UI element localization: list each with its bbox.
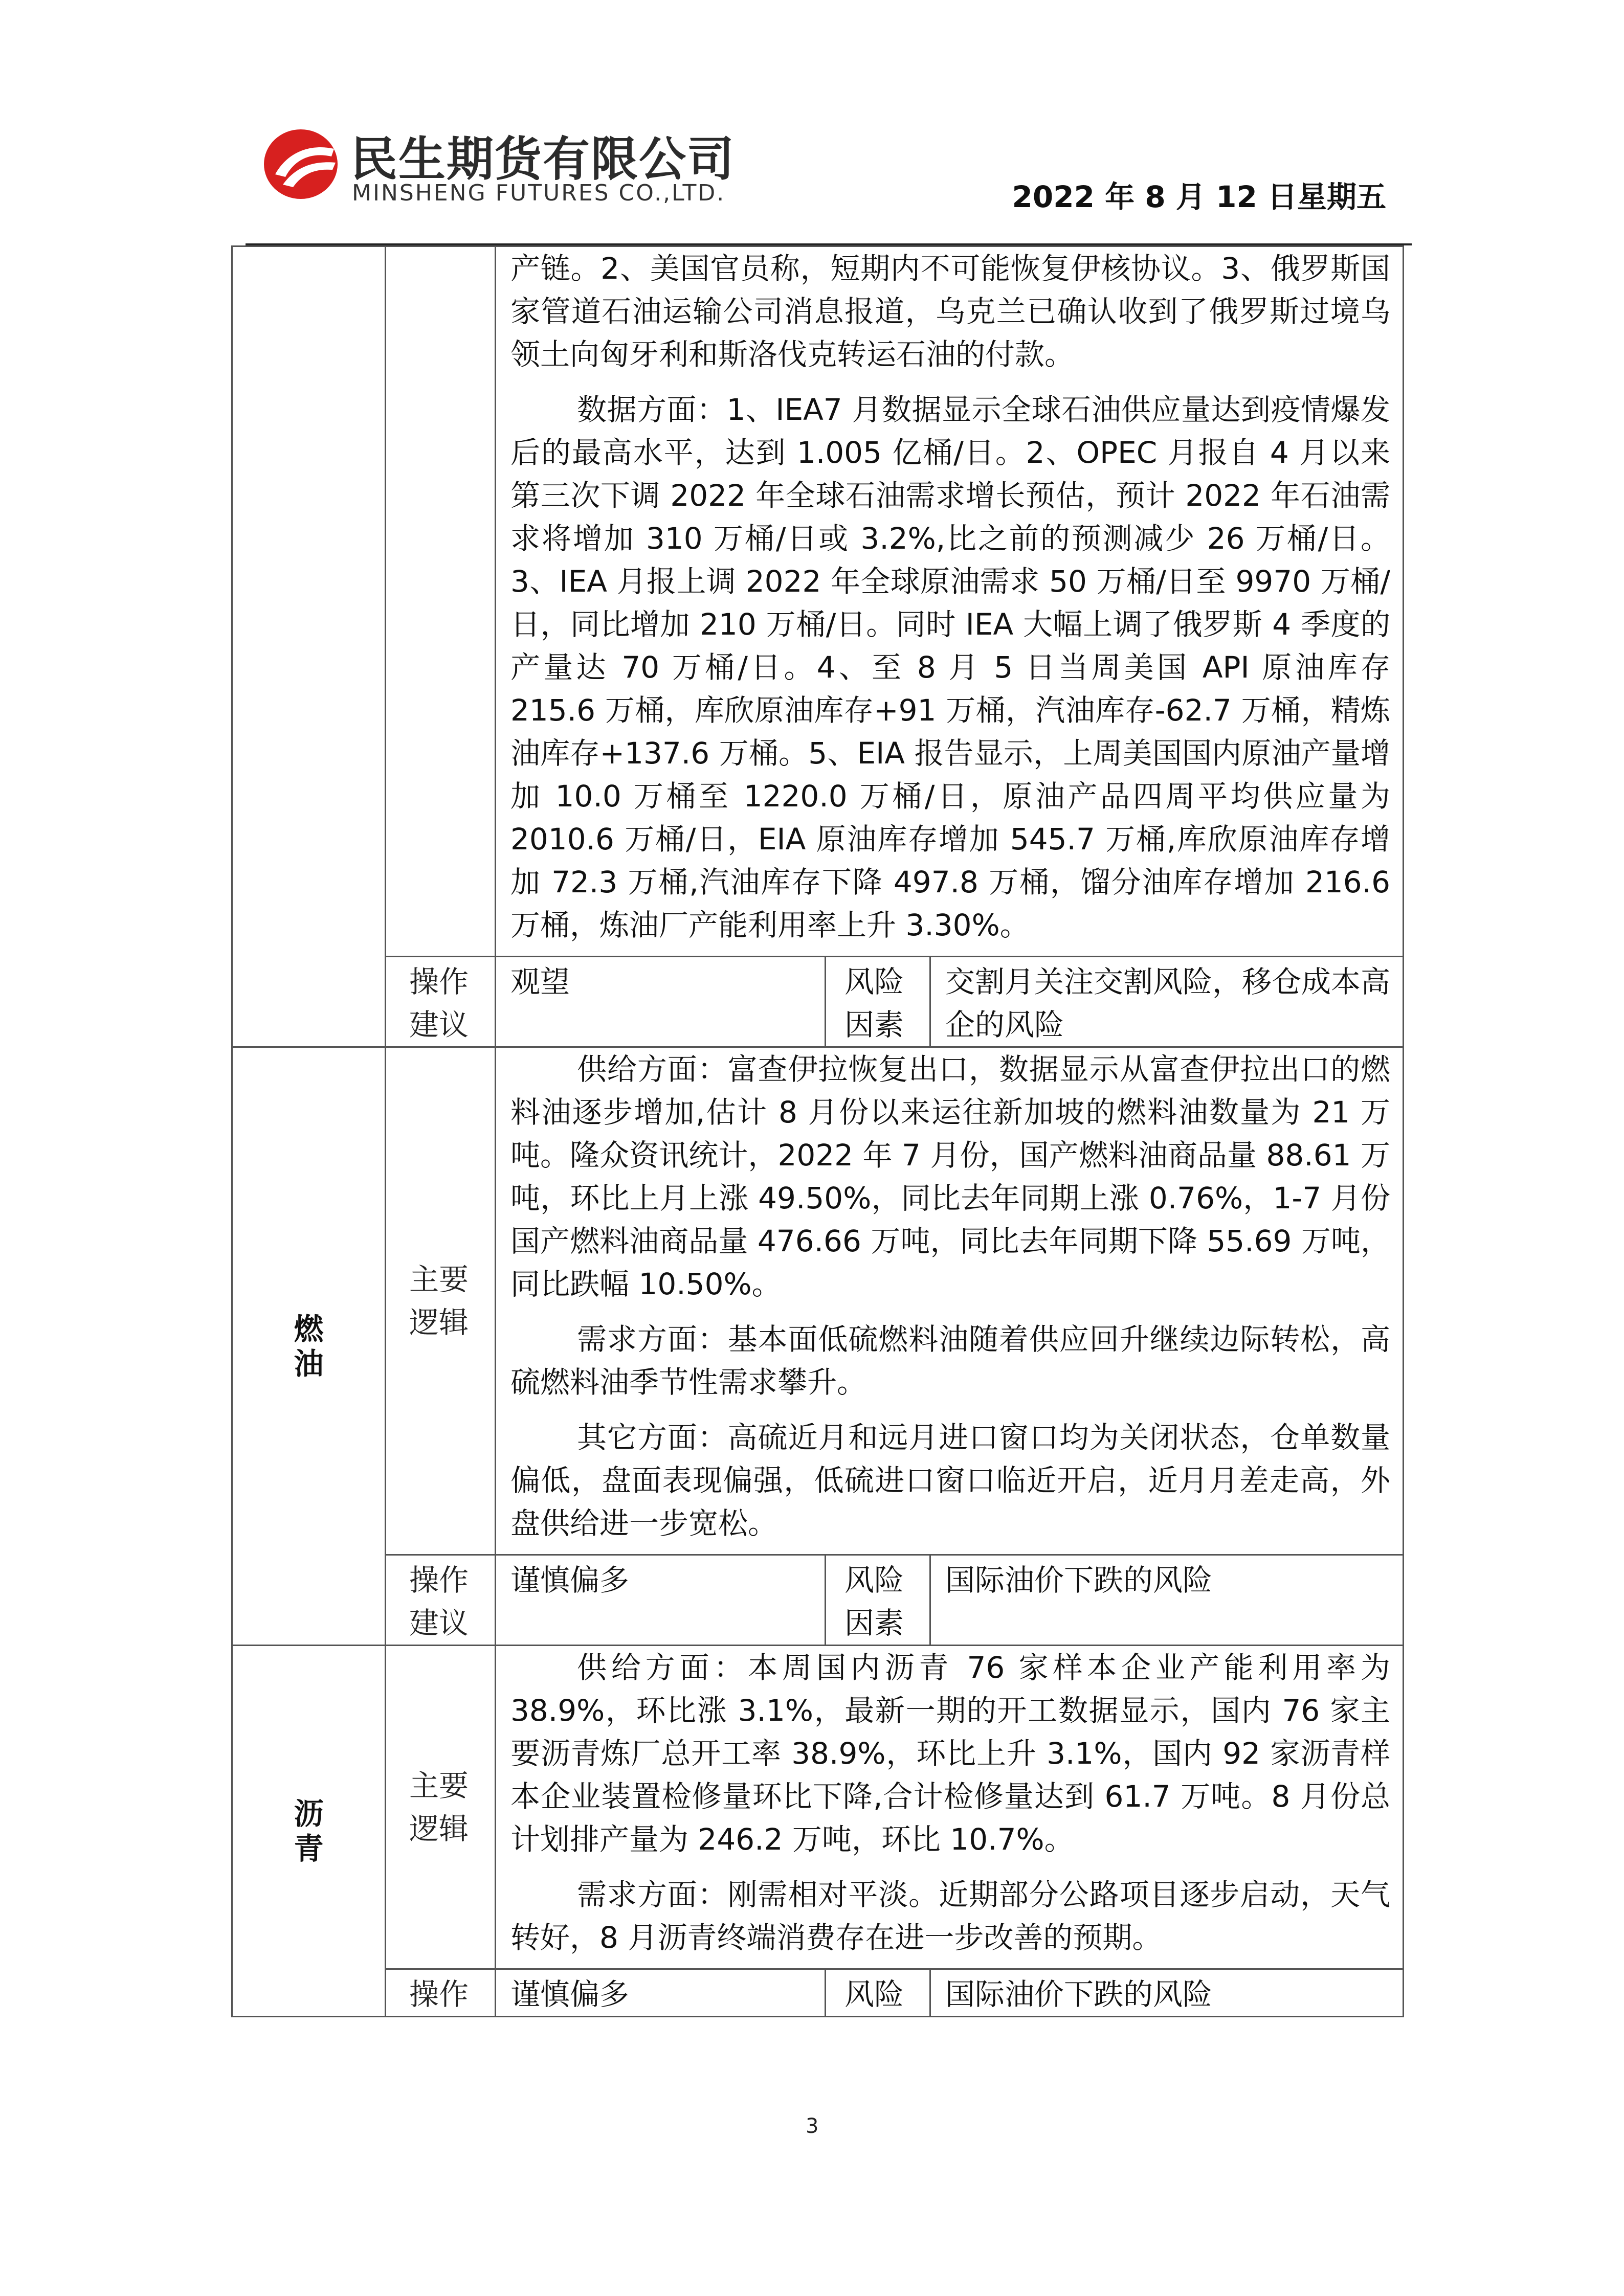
page-header <box>246 107 1412 245</box>
asphalt-advice-label: 操作 <box>386 1969 496 2017</box>
fuel-logic-content <box>496 1047 1404 1555</box>
fuel-supply-paragraph: 供给方面：富查伊拉恢复出口，数据显示从富查伊拉出口的燃料油逐步增加,估计 8 月份以来运往新加坡的燃料油数量为 21 万吨。隆众资讯统计，2022 年 7 月份，国产燃料油商品量 88.61 万吨，环比上月上涨 49.50%，同比去年同期上涨 0.76%，1-7 月份国产燃料油商品量 476.66 万吨，同比去年同期下降 55.69 万吨，同比跌幅 10.50%。 <box>510 1052 1391 1301</box>
crude-logic-row <box>232 246 1404 957</box>
fuel-risk-value: 国际油价下跌的风险 <box>930 1555 1404 1646</box>
fuel-advice-value: 谨慎偏多 <box>496 1555 826 1646</box>
fuel-other-paragraph: 其它方面：高硫近月和远月进口窗口均为关闭状态，仓单数量偏低，盘面表现偏强，低硫进口窗口临近开启，近月月差走高，外盘供给进一步宽松。 <box>510 1420 1391 1541</box>
asphalt-category-cell <box>232 1646 386 2017</box>
company-name-en: MINSHENG FUTURES CO.,LTD. <box>352 180 726 206</box>
asphalt-logic-row <box>232 1646 1404 1969</box>
company-name-cn: 民生期货有限公司 <box>350 132 736 187</box>
crude-data-paragraph: 数据方面：1、IEA7 月数据显示全球石油供应量达到疫情爆发后的最高水平，达到 1.005 亿桶/日。2、OPEC 月报自 4 月以来第三次下调 2022 年全球石油需求增长预估，预计 2022 年石油需求将增加 310 万桶/日或 3.2%,比之前的预测减少 26 万桶/日。3、IEA 月报上调 2022 年全球原油需求 50 万桶/日至 9970 万桶/日，同比增加 210 万桶/日。同时 IEA 大幅上调了俄罗斯 4 季度的产量达 70 万桶/日。4、至 8 月 5 日当周美国 API 原油库存 215.6 万桶，库欣原油库存+91 万桶，汽油库存-62.7 万桶，精炼油库存+137.6 万桶。5、EIA 报告显示，上周美国国内原油产量增加 10.0 万桶至 1220.0 万桶/日，原油产品四周平均供应量为 2010.6 万桶/日，EIA 原油库存增加 545.7 万桶,库欣原油库存增加 72.3 万桶,汽油库存下降 497.8 万桶，馏分油库存增加 216.6 万桶，炼油厂产能利用率上升 3.30%。 <box>510 392 1391 942</box>
fuel-logic-label: 主要 逻辑 <box>386 1047 496 1555</box>
asphalt-supply-paragraph: 供给方面：本周国内沥青 76 家样本企业产能利用率为 38.9%，环比涨 3.1%，最新一期的开工数据显示，国内 76 家主要沥青炼厂总开工率 38.9%，环比上升 3.1%，国内 92 家沥青样本企业装置检修量环比下降,合计检修量达到 61.7 万吨。8 月份总计划排产量为 246.2 万吨，环比 10.7%。 <box>510 1650 1391 1857</box>
minsheng-logo-icon <box>260 126 342 202</box>
asphalt-risk-label: 风险 <box>826 1969 930 2017</box>
crude-advice-value: 观望 <box>496 957 826 1047</box>
crude-news-paragraph: 产链。2、美国官员称，短期内不可能恢复伊核协议。3、俄罗斯国家管道石油运输公司消息报道，乌克兰已确认收到了俄罗斯过境乌领土向匈牙利和斯洛伐克转运石油的付款。 <box>510 251 1391 372</box>
asphalt-logic-content <box>496 1646 1404 1969</box>
crude-risk-value: 交割月关注交割风险，移仓成本高企的风险 <box>930 957 1404 1047</box>
asphalt-logic-label: 主要 逻辑 <box>386 1646 496 1969</box>
asphalt-advice-value: 谨慎偏多 <box>496 1969 826 2017</box>
crude-advice-row <box>232 957 1404 1047</box>
fuel-logic-row <box>232 1047 1404 1555</box>
crude-advice-label: 操作 建议 <box>386 957 496 1047</box>
fuel-category-char-2: 油 <box>294 1346 324 1381</box>
asphalt-category-char-1: 沥 <box>294 1796 324 1831</box>
fuel-demand-paragraph: 需求方面：基本面低硫燃料油随着供应回升继续边际转松，高硫燃料油季节性需求攀升。 <box>510 1322 1391 1400</box>
asphalt-category-char-2: 青 <box>294 1831 324 1866</box>
asphalt-demand-paragraph: 需求方面：刚需相对平淡。近期部分公路项目逐步启动，天气转好，8 月沥青终端消费存在进一步改善的预期。 <box>510 1877 1391 1955</box>
fuel-advice-row <box>232 1555 1404 1646</box>
commodity-table <box>231 245 1404 2017</box>
page-number: 3 <box>806 2114 819 2138</box>
crude-logic-label-cell <box>386 246 496 957</box>
report-date: 2022 年 8 月 12 日星期五 <box>1012 179 1386 214</box>
fuel-advice-label: 操作 建议 <box>386 1555 496 1646</box>
fuel-category-char-1: 燃 <box>294 1311 324 1346</box>
crude-category-cell <box>232 246 386 1047</box>
crude-risk-label: 风险 因素 <box>826 957 930 1047</box>
crude-logic-content <box>496 246 1404 957</box>
fuel-risk-label: 风险 因素 <box>826 1555 930 1646</box>
asphalt-advice-row <box>232 1969 1404 2017</box>
asphalt-risk-value: 国际油价下跌的风险 <box>930 1969 1404 2017</box>
fuel-category-cell <box>232 1047 386 1646</box>
